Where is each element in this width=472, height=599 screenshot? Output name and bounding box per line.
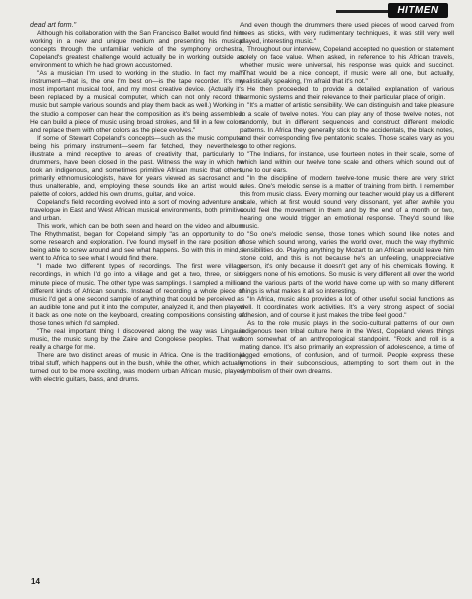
paragraph: Although his collaboration with the San Francisco Ballet would find him working in a new and unique medium and presenting his musical concepts through the unfamiliar vehicle of the symphony orchestra, Copeland's greatest challenge would actually be in working outside an environment to which he had grown accustomed. — [30, 30, 244, 70]
left-column — [30, 22, 244, 384]
paragraph: As to the role music plays in the socio-cultural patterns of our own indigenous teen tribal culture here in the West, Copeland views things from somewhat of an anthropological standpoint. "Rock and roll is a mating dance. It's also primarily an expression of adolescence, a time of jagged emotions, of confusion, and of turmoil. People express these emotions in their subconscious, attempting to sort them out in the symbolism of their own dreams. — [240, 319, 454, 376]
page-number: 14 — [31, 577, 40, 586]
paragraph: dead art form." — [30, 22, 77, 29]
paragraph: "So one's melodic sense, those tones which sound like notes and those which sound wrong, varies the world over, much the way rhythmic sensibilities do. Playing anything by Mozart to an African would leave him stone cold, and this is not because he's an unfeeling, unappreciative person, it's only because it doesn't get any of his chemicals flowing. It triggers none of his emotions. So music is very different all over the world and the various parts of the world have come up with so many different things is what makes it all so interesting. — [240, 231, 454, 295]
paragraph: "In the discipline of modern twelve-tone music there are very strict rules. One's melodic sense is a matter of training from birth. I remember this from music class. Every morning our teacher would play us a different scale, which at first would sound very dissonant, yet after awhile you could feel the movement in them and by the end of a month or two, hearing one would trigger an emotional response. They'd sound like music. — [240, 174, 454, 231]
magazine-logo: HITMEN — [388, 3, 448, 18]
paragraph: "As a musician I'm used to working in the studio. In fact my main instrument—that is, the one I'm best on—is the tape recorder. It's my most important musical tool, and my most creative device. (Actually it's been replaced by a musical computer, which can not only record the music but sample various sounds and play them back as well.) Working in the studio a composer can hear the composition as it's being assembled. He can build a piece of music using broad strokes, and fill in a few colors and replace them with other colors as the piece evolves." — [30, 70, 244, 134]
paragraph: If some of Stewart Copeland's concepts—such as the music computer being his primary instrument—seem far fetched, they nevertheless illustrate a mind receptive to areas of creativity that, particularly to drummers, have been closed in the past. Witness the way in which he took an indigenous, and sometimes primitive African music that others, primarily ethnomusicologists, have for years viewed as sacrosanct and thus unalterable, and, employing these sounds like an artist would a palette of colors, added his own drums, guitar, and voice. — [30, 134, 244, 198]
paragraph: Throughout our interview, Copeland accepted no question or statement solely on face value. When asked, in reference to his African travels, whether music were universal, his response was quick and succinct. "That would be a nice concept, if music were all one, but actually, realistically speaking, I'm afraid that it's not." — [240, 46, 454, 86]
paragraph: "In Africa, music also provides a lot of other useful social functions as well. It coordinates work activities. It's a very strong aspect of social adhesion, and of course it just makes the tribe feel good." — [240, 295, 454, 319]
paragraph: "The real important thing I discovered along the way was Lingaua music, the music sung by the Zaire and Congolese peoples. That was really a charge for me. — [30, 327, 244, 351]
paragraph: This work, which can be both seen and heard on the video and album The Rhythmatist, began for Copeland simply "as an opportunity to do some research and exploration. I've found myself in the rare position of being able to screw around and see what happens. So with this in mind, I went to Africa to see what I would find there. — [30, 223, 244, 263]
right-column — [240, 22, 454, 376]
paragraph: "The Indians, for instance, use fourteen notes in their scale, some of which land within our twelve tone scale and others which sound out of tune to our ears. — [240, 150, 454, 174]
paragraph: Copeland's field recording evolved into a sort of moving adventure and travelogue in East and West African musical environments, both primitive and urban. — [30, 199, 244, 223]
paragraph: "I made two different types of recordings. The first were village recordings, in which I'd go into a village and get a two, three, or six-minute piece of music. The other type was samplings. I sampled a million different kinds of African sounds. Instead of recording a whole piece of music I'd get a one second sample of anything that could be perceived as an audible tone and put it into the computer, analyzed it, and then played it back as one note on the keyboard, creating compositions consisting of those tones which I'd sampled. — [30, 263, 244, 327]
paragraph: "It's a matter of artistic sensibility. We can distinguish and take pleasure in a scale of twelve notes. You can play any of those twelve notes, not randomly, but in different sequences and construct different melodic patterns. In Africa they generally stick to the accidentals, the black notes, and their corresponding five pentatonic scales. Those scales vary as you go to other regions. — [240, 102, 454, 150]
paragraph: He then proceeded to provide a detailed explanation of various harmonic systems and their relevance to their particular place of origin. — [240, 86, 454, 102]
paragraph: And even though the drummers there used pieces of wood carved from trees as sticks, with very rudimentary techniques, it was still very well played, interesting music." — [240, 22, 454, 46]
paragraph: There are two distinct areas of music in Africa. One is the traditional tribal stuff, which happens out in the bush, while the other, which actually turned out to be more exciting, was modern urban African music, played with electric guitars, bass, and drums. — [30, 351, 244, 384]
